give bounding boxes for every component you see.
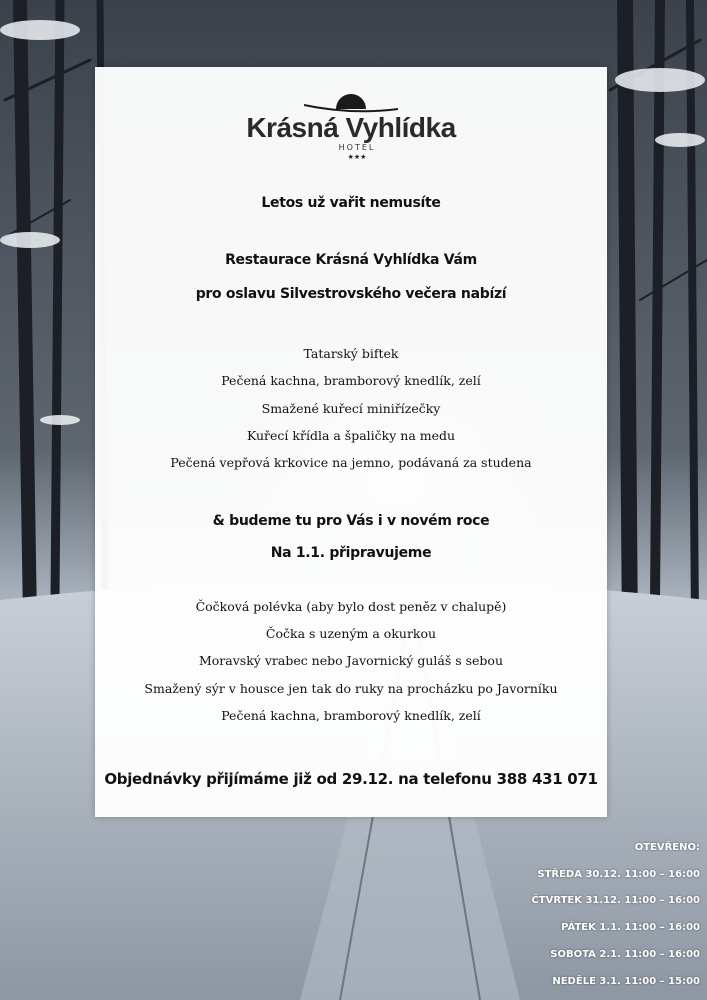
menu-item: Pečená vepřová krkovice na jemno, podávaná za studena	[170, 455, 532, 470]
order-phone-line: Objednávky přijímáme již od 29.12. na telefonu 388 431 071	[104, 770, 598, 788]
headline: Letos už vařit nemusíte	[261, 195, 441, 211]
menu-panel	[95, 67, 607, 817]
opening-hours-row: PÁTEK 1.1. 11:00 – 16:00	[561, 922, 700, 933]
menu-item: Pečená kachna, bramborový knedlík, zelí	[221, 708, 481, 723]
hotel-subtitle: HOTEL	[338, 143, 376, 152]
opening-hours-row: STŘEDA 30.12. 11:00 – 16:00	[537, 869, 700, 880]
hotel-name: Krásná Vyhlídka	[246, 112, 456, 143]
hotel-stars: ★★★	[347, 153, 367, 161]
hotel-logo	[95, 87, 607, 161]
menu-item: Smažený sýr v housce jen tak do ruky na procházku po Javorníku	[144, 681, 558, 696]
intro-line: pro oslavu Silvestrovského večera nabízí	[195, 286, 507, 302]
menu-item: Pečená kachna, bramborový knedlík, zelí	[221, 373, 481, 388]
menu-item: Kuřecí křídla a špaličky na medu	[246, 428, 456, 443]
new-year-heading: & budeme tu pro Vás i v novém roce	[212, 513, 490, 529]
menu-item: Smažené kuřecí miniřízečky	[261, 401, 441, 416]
menu-item: Moravský vrabec nebo Javornický guláš s sebou	[198, 653, 503, 668]
menu-item: Čočka s uzeným a okurkou	[265, 626, 437, 641]
intro-line: Restaurace Krásná Vyhlídka Vám	[225, 252, 477, 268]
new-year-subheading: Na 1.1. připravujeme	[270, 545, 432, 561]
opening-hours-row: ČTVRTEK 31.12. 11:00 – 16:00	[531, 895, 700, 906]
menu-item: Čočková polévka (aby bylo dost peněz v chalupě)	[195, 599, 507, 614]
menu-item: Tatarský biftek	[303, 346, 399, 361]
opening-hours-row: SOBOTA 2.1. 11:00 – 16:00	[550, 949, 700, 960]
opening-hours-title: OTEVŘENO:	[634, 842, 700, 853]
opening-hours-row: NEDĚLE 3.1. 11:00 – 15:00	[552, 976, 700, 987]
